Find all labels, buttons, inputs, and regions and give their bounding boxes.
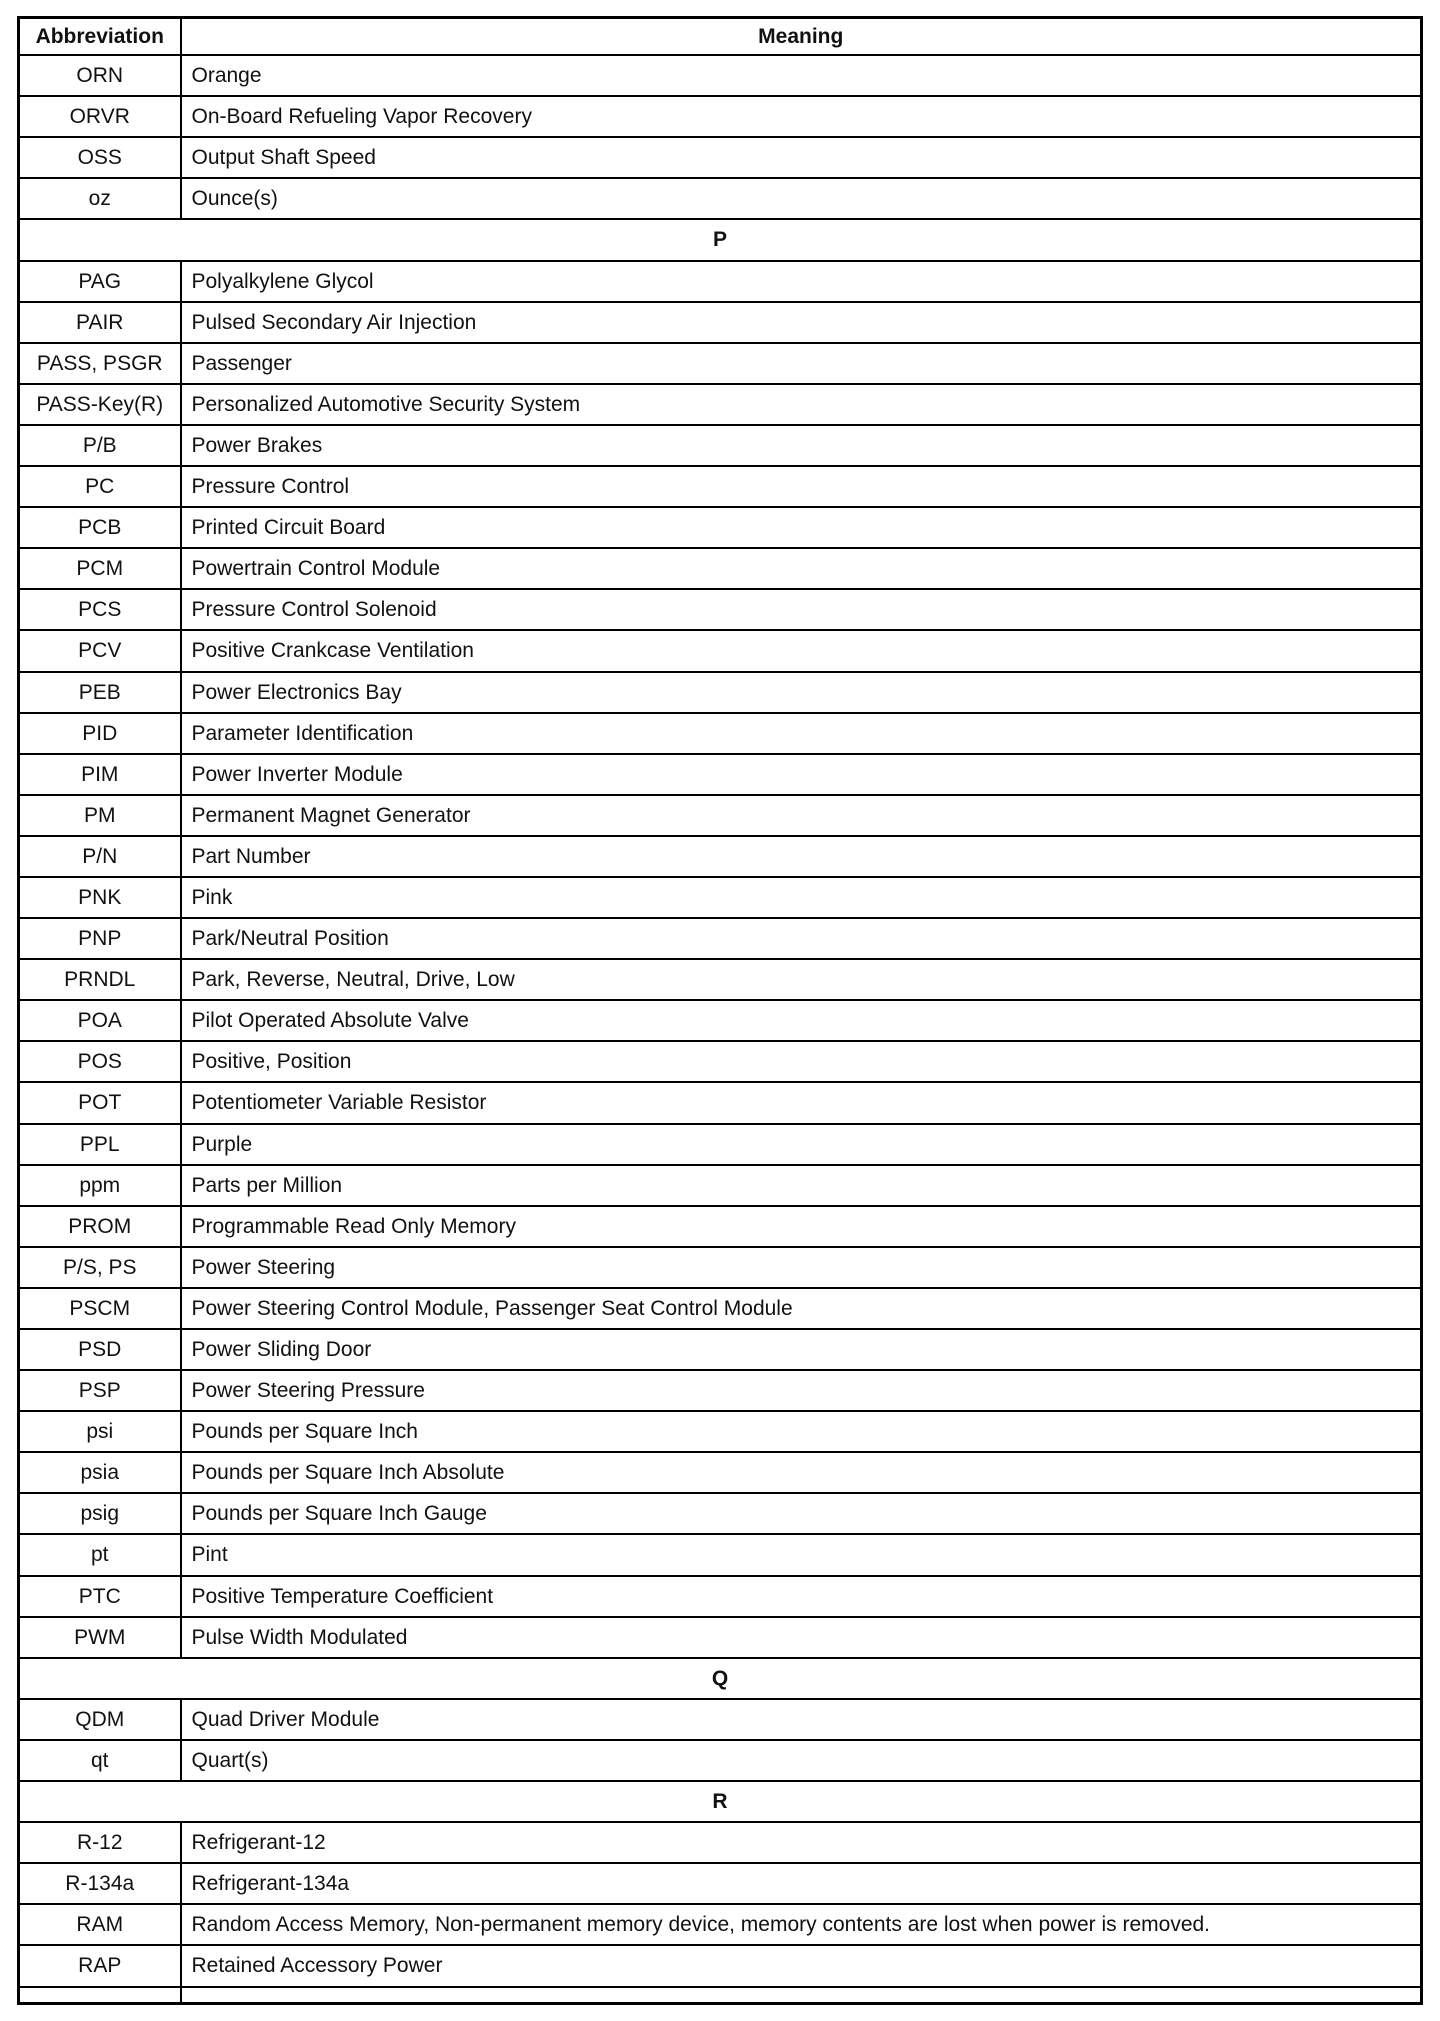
abbreviation-cell: PEB xyxy=(19,672,181,713)
meaning-cell: Potentiometer Variable Resistor xyxy=(181,1082,1422,1123)
meaning-cell: Power Brakes xyxy=(181,425,1422,466)
section-header-row xyxy=(19,1658,1422,1699)
abbreviation-table xyxy=(17,16,1423,2005)
abbreviation-cell: OSS xyxy=(19,137,181,178)
table-row xyxy=(19,1411,1422,1452)
meaning-cell: Pulsed Secondary Air Injection xyxy=(181,302,1422,343)
abbreviation-cell: PAG xyxy=(19,261,181,302)
meaning-cell: Random Access Memory, Non-permanent memory device, memory contents are lost when power is removed. xyxy=(181,1904,1422,1945)
table-row xyxy=(19,384,1422,425)
meaning-cell xyxy=(181,1987,1422,2004)
table-row xyxy=(19,425,1422,466)
table-row xyxy=(19,302,1422,343)
abbreviation-cell: PCS xyxy=(19,589,181,630)
meaning-cell: Pressure Control Solenoid xyxy=(181,589,1422,630)
abbreviation-cell: QDM xyxy=(19,1699,181,1740)
table-row xyxy=(19,1863,1422,1904)
empty-row xyxy=(19,1987,1422,2004)
abbreviation-cell: R-134a xyxy=(19,1863,181,1904)
table-row xyxy=(19,1288,1422,1329)
table-row xyxy=(19,466,1422,507)
meaning-cell: Pressure Control xyxy=(181,466,1422,507)
meaning-column-header: Meaning xyxy=(181,18,1422,56)
meaning-cell: Positive Temperature Coefficient xyxy=(181,1576,1422,1617)
abbreviation-cell: PSP xyxy=(19,1370,181,1411)
table-row xyxy=(19,1370,1422,1411)
meaning-cell: Pounds per Square Inch Gauge xyxy=(181,1493,1422,1534)
meaning-cell: Pounds per Square Inch xyxy=(181,1411,1422,1452)
meaning-cell: Power Electronics Bay xyxy=(181,672,1422,713)
table-row xyxy=(19,1493,1422,1534)
meaning-cell: Power Sliding Door xyxy=(181,1329,1422,1370)
abbreviation-cell: PASS, PSGR xyxy=(19,343,181,384)
abbreviation-cell: PCV xyxy=(19,630,181,671)
meaning-cell: Passenger xyxy=(181,343,1422,384)
table-row xyxy=(19,137,1422,178)
abbreviation-cell: qt xyxy=(19,1740,181,1781)
meaning-cell: Pilot Operated Absolute Valve xyxy=(181,1000,1422,1041)
table-row xyxy=(19,1699,1422,1740)
abbreviation-cell: P/B xyxy=(19,425,181,466)
abbreviation-cell: PNK xyxy=(19,877,181,918)
table-row xyxy=(19,836,1422,877)
abbreviation-cell: RAM xyxy=(19,1904,181,1945)
meaning-cell: Positive, Position xyxy=(181,1041,1422,1082)
table-row xyxy=(19,1945,1422,1986)
abbreviation-cell: PROM xyxy=(19,1206,181,1247)
section-letter: Q xyxy=(19,1658,1422,1699)
section-letter: R xyxy=(19,1781,1422,1822)
meaning-cell: Power Steering Pressure xyxy=(181,1370,1422,1411)
table-row xyxy=(19,754,1422,795)
abbreviation-cell: psia xyxy=(19,1452,181,1493)
table-row xyxy=(19,1082,1422,1123)
meaning-cell: Quart(s) xyxy=(181,1740,1422,1781)
abbreviation-cell: psi xyxy=(19,1411,181,1452)
meaning-cell: Ounce(s) xyxy=(181,178,1422,219)
table-row xyxy=(19,713,1422,754)
table-body xyxy=(19,55,1422,2003)
meaning-cell: Power Steering Control Module, Passenger Seat Control Module xyxy=(181,1288,1422,1329)
table-row xyxy=(19,672,1422,713)
table-row xyxy=(19,1165,1422,1206)
abbreviation-cell: oz xyxy=(19,178,181,219)
meaning-cell: Personalized Automotive Security System xyxy=(181,384,1422,425)
abbreviation-cell: PAIR xyxy=(19,302,181,343)
meaning-cell: Part Number xyxy=(181,836,1422,877)
abbreviation-cell: RAP xyxy=(19,1945,181,1986)
table-row xyxy=(19,261,1422,302)
meaning-cell: Quad Driver Module xyxy=(181,1699,1422,1740)
meaning-cell: Power Inverter Module xyxy=(181,754,1422,795)
table-row xyxy=(19,1206,1422,1247)
table-row xyxy=(19,343,1422,384)
meaning-cell: Powertrain Control Module xyxy=(181,548,1422,589)
meaning-cell: Positive Crankcase Ventilation xyxy=(181,630,1422,671)
abbreviation-cell: PSD xyxy=(19,1329,181,1370)
abbreviation-cell: POT xyxy=(19,1082,181,1123)
meaning-cell: Pounds per Square Inch Absolute xyxy=(181,1452,1422,1493)
abbreviation-cell xyxy=(19,1987,181,2004)
section-letter: P xyxy=(19,219,1422,260)
abbreviation-cell: ORN xyxy=(19,55,181,96)
table-row xyxy=(19,1534,1422,1575)
abbreviation-cell: PC xyxy=(19,466,181,507)
abbreviation-cell: PIM xyxy=(19,754,181,795)
abbreviation-cell: ORVR xyxy=(19,96,181,137)
abbreviation-cell: PTC xyxy=(19,1576,181,1617)
abbreviation-cell: PSCM xyxy=(19,1288,181,1329)
abbreviation-cell: PCB xyxy=(19,507,181,548)
abbreviation-cell: R-12 xyxy=(19,1822,181,1863)
table-row xyxy=(19,1904,1422,1945)
meaning-cell: Parameter Identification xyxy=(181,713,1422,754)
table-row xyxy=(19,589,1422,630)
meaning-cell: Refrigerant-134a xyxy=(181,1863,1422,1904)
meaning-cell: Refrigerant-12 xyxy=(181,1822,1422,1863)
abbreviation-cell: pt xyxy=(19,1534,181,1575)
table-row xyxy=(19,795,1422,836)
meaning-cell: Retained Accessory Power xyxy=(181,1945,1422,1986)
abbreviation-cell: PNP xyxy=(19,918,181,959)
table-row xyxy=(19,1247,1422,1288)
abbreviation-cell: PID xyxy=(19,713,181,754)
abbreviation-cell: PM xyxy=(19,795,181,836)
meaning-cell: Power Steering xyxy=(181,1247,1422,1288)
table-row xyxy=(19,1617,1422,1658)
section-header-row xyxy=(19,219,1422,260)
table-row xyxy=(19,507,1422,548)
meaning-cell: Programmable Read Only Memory xyxy=(181,1206,1422,1247)
abbreviation-cell: P/S, PS xyxy=(19,1247,181,1288)
table-row xyxy=(19,1041,1422,1082)
meaning-cell: Park, Reverse, Neutral, Drive, Low xyxy=(181,959,1422,1000)
section-header-row xyxy=(19,1781,1422,1822)
table-row xyxy=(19,1740,1422,1781)
table-row xyxy=(19,548,1422,589)
meaning-cell: Orange xyxy=(181,55,1422,96)
abbreviation-cell: P/N xyxy=(19,836,181,877)
table-row xyxy=(19,1452,1422,1493)
abbreviation-cell: POA xyxy=(19,1000,181,1041)
table-row xyxy=(19,630,1422,671)
header-row xyxy=(19,18,1422,56)
meaning-cell: Pint xyxy=(181,1534,1422,1575)
abbreviation-column-header: Abbreviation xyxy=(19,18,181,56)
abbreviation-cell: PASS-Key(R) xyxy=(19,384,181,425)
table-row xyxy=(19,918,1422,959)
meaning-cell: Park/Neutral Position xyxy=(181,918,1422,959)
abbreviation-cell: psig xyxy=(19,1493,181,1534)
abbreviation-cell: ppm xyxy=(19,1165,181,1206)
abbreviation-cell: PPL xyxy=(19,1124,181,1165)
table-row xyxy=(19,1576,1422,1617)
table-row xyxy=(19,959,1422,1000)
table-row xyxy=(19,1000,1422,1041)
meaning-cell: Output Shaft Speed xyxy=(181,137,1422,178)
abbreviation-cell: POS xyxy=(19,1041,181,1082)
meaning-cell: Pink xyxy=(181,877,1422,918)
abbreviation-cell: PCM xyxy=(19,548,181,589)
table-row xyxy=(19,96,1422,137)
abbreviation-cell: PRNDL xyxy=(19,959,181,1000)
meaning-cell: Pulse Width Modulated xyxy=(181,1617,1422,1658)
meaning-cell: Polyalkylene Glycol xyxy=(181,261,1422,302)
table-row xyxy=(19,1822,1422,1863)
meaning-cell: Permanent Magnet Generator xyxy=(181,795,1422,836)
meaning-cell: Purple xyxy=(181,1124,1422,1165)
table-row xyxy=(19,1124,1422,1165)
table-row xyxy=(19,55,1422,96)
meaning-cell: Parts per Million xyxy=(181,1165,1422,1206)
table-row xyxy=(19,178,1422,219)
table-row xyxy=(19,1329,1422,1370)
abbreviation-cell: PWM xyxy=(19,1617,181,1658)
meaning-cell: On-Board Refueling Vapor Recovery xyxy=(181,96,1422,137)
table-row xyxy=(19,877,1422,918)
meaning-cell: Printed Circuit Board xyxy=(181,507,1422,548)
